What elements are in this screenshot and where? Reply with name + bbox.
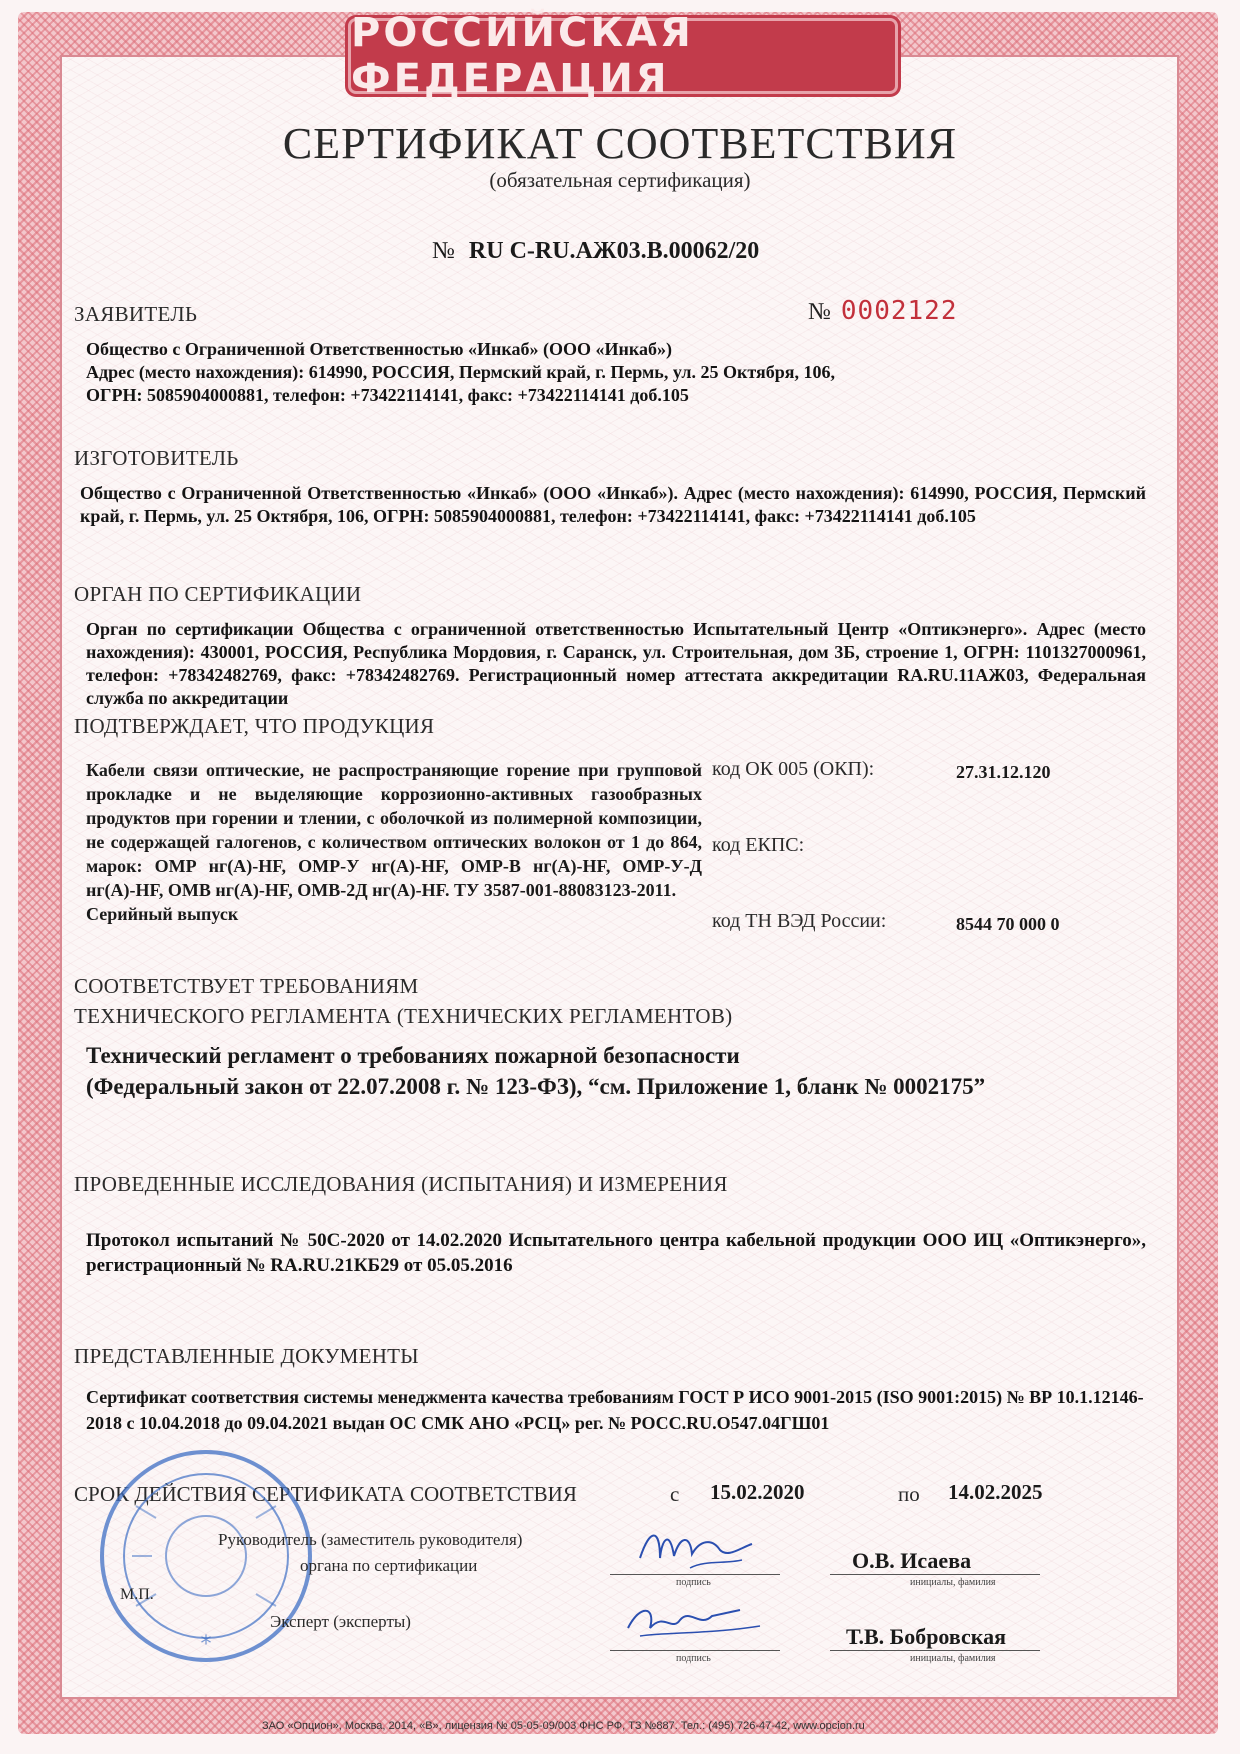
expert-name-line <box>830 1650 1040 1651</box>
head-signatory-name: О.В. Исаева <box>852 1548 972 1573</box>
expert-name: Т.В. Бобровская <box>846 1624 1007 1649</box>
tests-details: Протокол испытаний № 50С-2020 от 14.02.2020 Испытательного центра кабельной продукции ООО ИЦ «Оптикэнерго», регистрационный № RA.RU.21КБ29 от 05.05.2016 <box>86 1230 1146 1276</box>
okp-code-value: 27.31.12.120 <box>956 762 1051 782</box>
product-label: ПОДТВЕРЖДАЕТ, ЧТО ПРОДУКЦИЯ <box>74 714 435 738</box>
certificate-number-value: RU C-RU.АЖ03.В.00062/20 <box>468 238 760 264</box>
certification-body-details: Орган по сертификации Общества с ограниченной ответственностью Испытательный Центр «Оптикэнерго». Адрес (место нахождения): 430001, РОССИЯ, Республика Мордовия, г. Саранск, ул. Строительная, дом 3Б, строение 1, ОГРН: 1101327000961, телефон: +78342482769, факс: +78342482769. Регистрационный номер аттестата аккредитации RA.RU.11АЖ03, Федеральная служба по аккредитации <box>86 619 1146 708</box>
validity-from-date: 15.02.2020 <box>710 1480 805 1504</box>
certification-body-label: ОРГАН ПО СЕРТИФИКАЦИИ <box>74 582 362 606</box>
head-signatory-label: Руководитель (заместитель руководителя) <box>218 1530 523 1549</box>
validity-label: СРОК ДЕЙСТВИЯ СЕРТИФИКАТА СООТВЕТСТВИЯ <box>74 1482 577 1506</box>
head-name-caption: инициалы, фамилия <box>910 1577 996 1588</box>
blank-number <box>808 296 957 326</box>
applicant-line: Адрес (место нахождения): 614990, РОССИЯ, Пермский край, г. Пермь, ул. 25 Октября, 106, <box>86 362 835 382</box>
head-signature-mark <box>630 1518 760 1578</box>
country-banner-text: РОССИЙСКАЯ ФЕДЕРАЦИЯ <box>351 10 694 102</box>
product-description <box>86 758 702 926</box>
manufacturer-label: ИЗГОТОВИТЕЛЬ <box>74 446 239 470</box>
tests-label: ПРОВЕДЕННЫЕ ИССЛЕДОВАНИЯ (ИСПЫТАНИЯ) И ИЗМЕРЕНИЯ <box>74 1172 728 1196</box>
expert-signature-mark <box>620 1598 770 1650</box>
regulation-text <box>86 1040 1086 1102</box>
validity-from-label: с <box>670 1482 680 1506</box>
expert-name-caption: инициалы, фамилия <box>910 1653 996 1664</box>
number-symbol: № <box>432 238 455 264</box>
blank-number-symbol: № <box>808 299 831 325</box>
head-name-line <box>830 1574 1040 1575</box>
validity-to-label: по <box>898 1482 920 1506</box>
expert-signature-line <box>610 1650 780 1651</box>
certification-seal <box>96 1446 316 1666</box>
certificate-number <box>432 238 759 265</box>
document-title: СЕРТИФИКАТ СООТВЕТСТВИЯ <box>282 119 958 168</box>
expert-signature-caption: подпись <box>676 1653 711 1664</box>
tnved-code-value: 8544 70 000 0 <box>956 914 1060 934</box>
okp-code-label: код ОК 005 (ОКП): <box>712 758 875 780</box>
applicant-label: ЗАЯВИТЕЛЬ <box>74 302 198 326</box>
validity-to-date: 14.02.2025 <box>948 1480 1043 1504</box>
regulation-line: (Федеральный закон от 22.07.2008 г. № 123-ФЗ), “см. Приложение 1, бланк № 0002175” <box>86 1074 986 1099</box>
manufacturer-details: Общество с Ограниченной Ответственностью «Инкаб» (ООО «Инкаб»). Адрес (место нахождения): 614990, РОССИЯ, Пермский край, г. Пермь, ул. 25 Октября, 106, ОГРН: 5085904000881, телефон: +73422114141, факс: +73422114141 доб.105 <box>80 483 1146 526</box>
regulations-label: ТЕХНИЧЕСКОГО РЕГЛАМЕНТА (ТЕХНИЧЕСКИХ РЕГЛАМЕНТОВ) <box>74 1004 733 1028</box>
country-banner <box>348 10 898 102</box>
applicant-line: Общество с Ограниченной Ответственностью «Инкаб» (ООО «Инкаб») <box>86 339 672 359</box>
product-serial: Серийный выпуск <box>86 904 239 924</box>
documents-label: ПРЕДСТАВЛЕННЫЕ ДОКУМЕНТЫ <box>74 1344 419 1368</box>
product-text: Кабели связи оптические, не распространяющие горение при групповой прокладке и не выделяющие коррозионно-активных газообразных продуктов при горении и тлении, с оболочкой из полимерной композиции, не содержащей галогенов, с количеством оптических волокон от 1 до 864, марок: ОМР нг(А)-HF, ОМР-У нг(А)-HF, ОМР-В нг(А)-HF, ОМР-У-Д нг(А)-HF, ОМВ нг(А)-HF, ОМВ-2Д нг(А)-HF. ТУ 3587-001-88083123-2011. <box>86 760 702 900</box>
head-signature-line <box>610 1574 780 1575</box>
documents-details: Сертификат соответствия системы менеджмента качества требованиям ГОСТ Р ИСО 9001-2015 (ISO 9001:2015) № ВР 10.1.12146-2018 с 10.04.2018 до 09.04.2021 выдан ОС СМК АНО «РСЦ» рег. № РОСС.RU.О547.04ГШ01 <box>86 1387 1144 1433</box>
applicant-details <box>86 338 1096 407</box>
head-signature-caption: подпись <box>676 1577 711 1588</box>
ekps-code-label: код ЕКПС: <box>712 834 805 856</box>
regulation-line: Технический регламент о требованиях пожарной безопасности <box>86 1043 740 1068</box>
blank-number-value: 0002122 <box>840 296 958 326</box>
expert-label: Эксперт (эксперты) <box>270 1612 411 1631</box>
printer-imprint: ЗАО «Опцион», Москва, 2014, «В», лицензия № 05-05-09/003 ФНС РФ, ТЗ №887. Тел.: (495) 726-47-42, www.opcion.ru <box>262 1720 865 1732</box>
tnved-code-label: код ТН ВЭД России: <box>712 910 887 932</box>
svg-text:*: * <box>200 1632 212 1657</box>
document-subtitle: (обязательная сертификация) <box>489 168 751 192</box>
seal-place-label: М.П. <box>120 1586 154 1603</box>
applicant-line: ОГРН: 5085904000881, телефон: +73422114141, факс: +73422114141 доб.105 <box>86 385 689 405</box>
head-signatory-label-2: органа по сертификации <box>300 1556 478 1575</box>
requirements-label: СООТВЕТСТВУЕТ ТРЕБОВАНИЯМ <box>74 974 419 998</box>
